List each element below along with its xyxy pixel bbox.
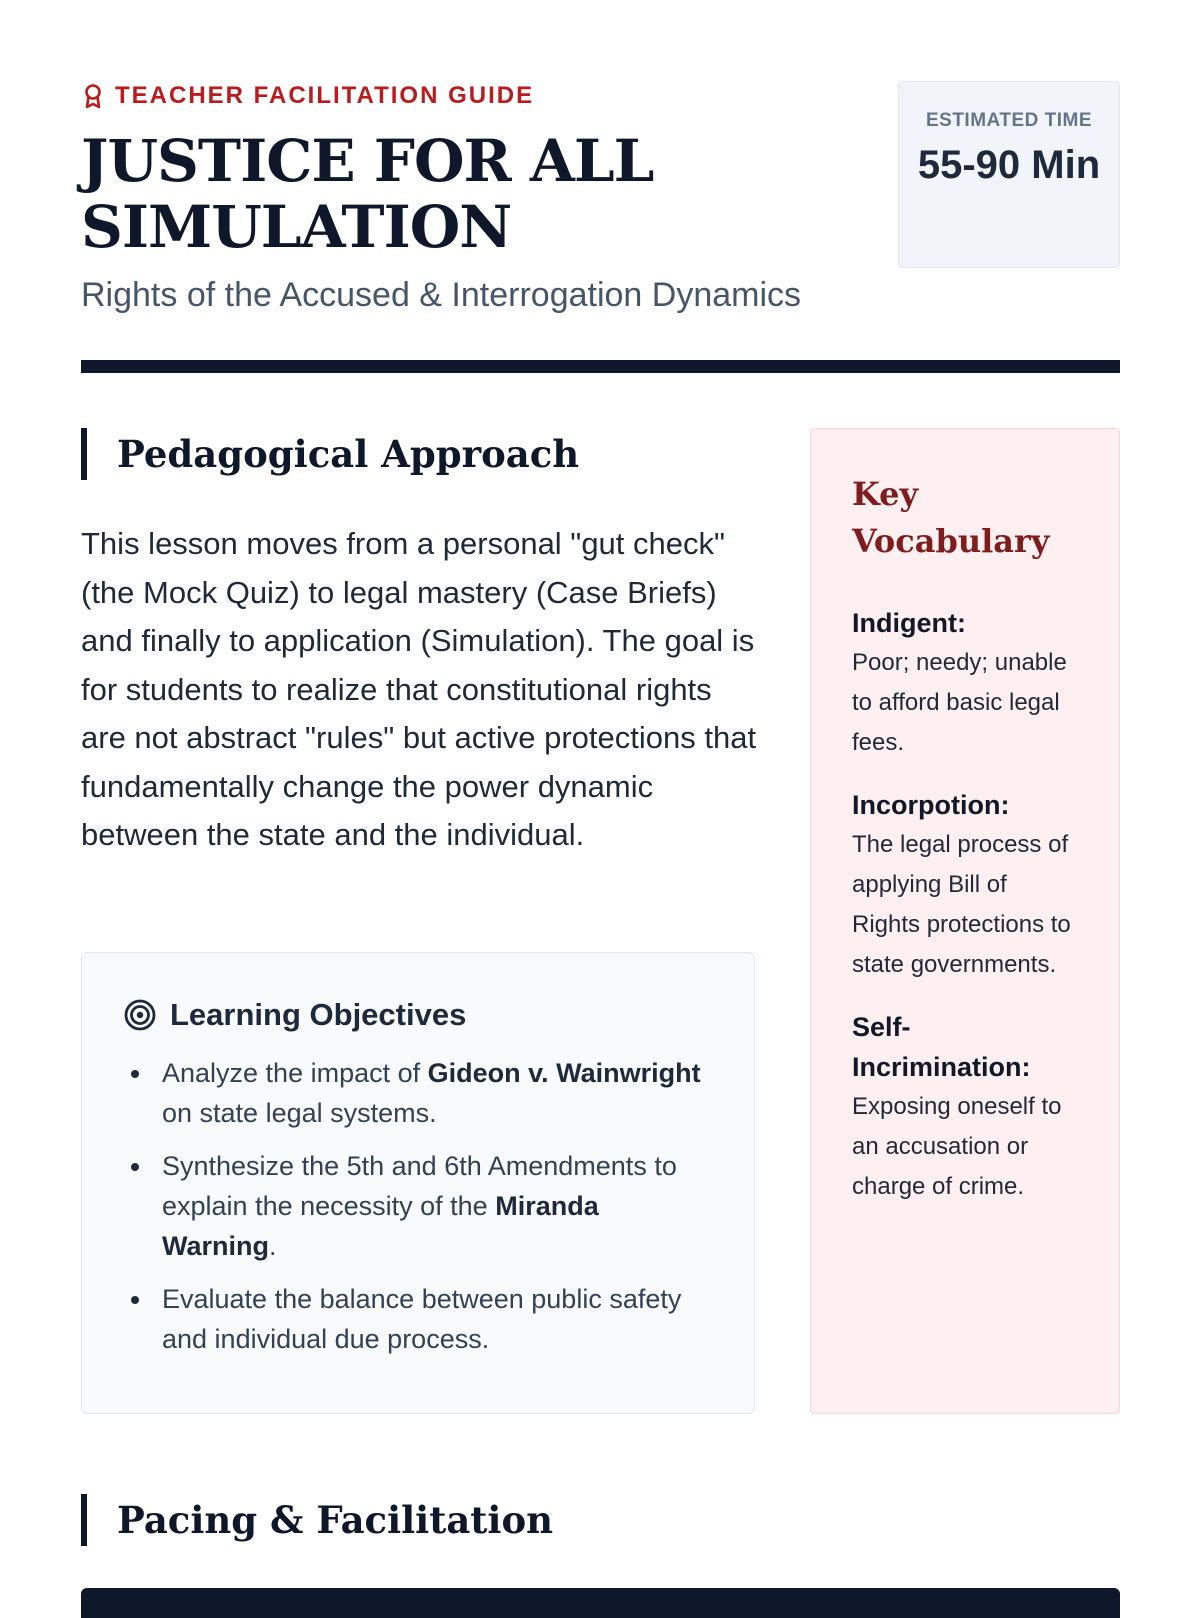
objectives-list bbox=[124, 1053, 714, 1359]
pacing-heading: Pacing & Facilitation bbox=[81, 1494, 553, 1546]
estimated-time-card bbox=[898, 81, 1120, 268]
vocabulary-list bbox=[852, 603, 1081, 1207]
objective-text: Analyze the impact of bbox=[162, 1058, 428, 1088]
objective-text: Evaluate the balance between public safety and individual due process. bbox=[162, 1284, 682, 1354]
vocab-definition: Poor; needy; unable to afford basic legal fees. bbox=[852, 649, 1067, 756]
page-subtitle: Rights of the Accused & Interrogation Dynamics bbox=[81, 276, 802, 314]
objective-text: Synthesize the 5th and 6th Amendments to explain the necessity of the bbox=[162, 1151, 677, 1221]
estimated-time-label: ESTIMATED TIME bbox=[925, 110, 1093, 131]
pedagogy-body: This lesson moves from a personal "gut check" (the Mock Quiz) to legal mastery (Case Briefs) and finally to application (Simulation). The goal is for students to realize that constitutional rights are not abstract "rules" but active protections that fundamentally change the power dynamic between the state and the individual. bbox=[81, 526, 757, 852]
guide-eyebrow bbox=[81, 82, 534, 110]
award-ribbon-icon bbox=[81, 83, 105, 109]
vocab-term: Incorpotion: bbox=[852, 790, 1010, 820]
objective-item bbox=[162, 1146, 714, 1266]
vocabulary-heading: Key Vocabulary bbox=[852, 475, 1050, 560]
key-vocabulary-panel bbox=[810, 428, 1120, 1414]
vocab-definition: The legal process of applying Bill of Rights protections to state governments. bbox=[852, 831, 1071, 978]
vocab-term: Indigent: bbox=[852, 608, 966, 638]
pedagogy-heading: Pedagogical Approach bbox=[81, 428, 579, 480]
objectives-header bbox=[124, 997, 714, 1033]
objectives-heading: Learning Objectives bbox=[170, 997, 467, 1032]
eyebrow-label: TEACHER FACILITATION GUIDE bbox=[115, 82, 535, 109]
objective-item bbox=[162, 1053, 714, 1133]
header-divider bbox=[81, 360, 1120, 373]
pacing-table-header bbox=[81, 1588, 1120, 1618]
objective-emphasis: Miranda Warning bbox=[162, 1191, 599, 1261]
objective-text: . bbox=[269, 1231, 277, 1261]
learning-objectives-card bbox=[81, 952, 755, 1414]
facilitation-guide-page bbox=[81, 0, 1120, 1600]
objective-text: on state legal systems. bbox=[162, 1098, 437, 1128]
target-icon bbox=[124, 999, 156, 1031]
vocab-definition: Exposing oneself to an accusation or charge of crime. bbox=[852, 1093, 1062, 1200]
page-title: JUSTICE FOR ALL SIMULATION bbox=[81, 127, 654, 261]
estimated-time-value: 55-90 Min bbox=[917, 143, 1101, 187]
objective-item bbox=[162, 1279, 714, 1359]
vocab-term: Self-Incrimination: bbox=[852, 1012, 1031, 1082]
objective-emphasis: Gideon v. Wainwright bbox=[427, 1058, 701, 1088]
